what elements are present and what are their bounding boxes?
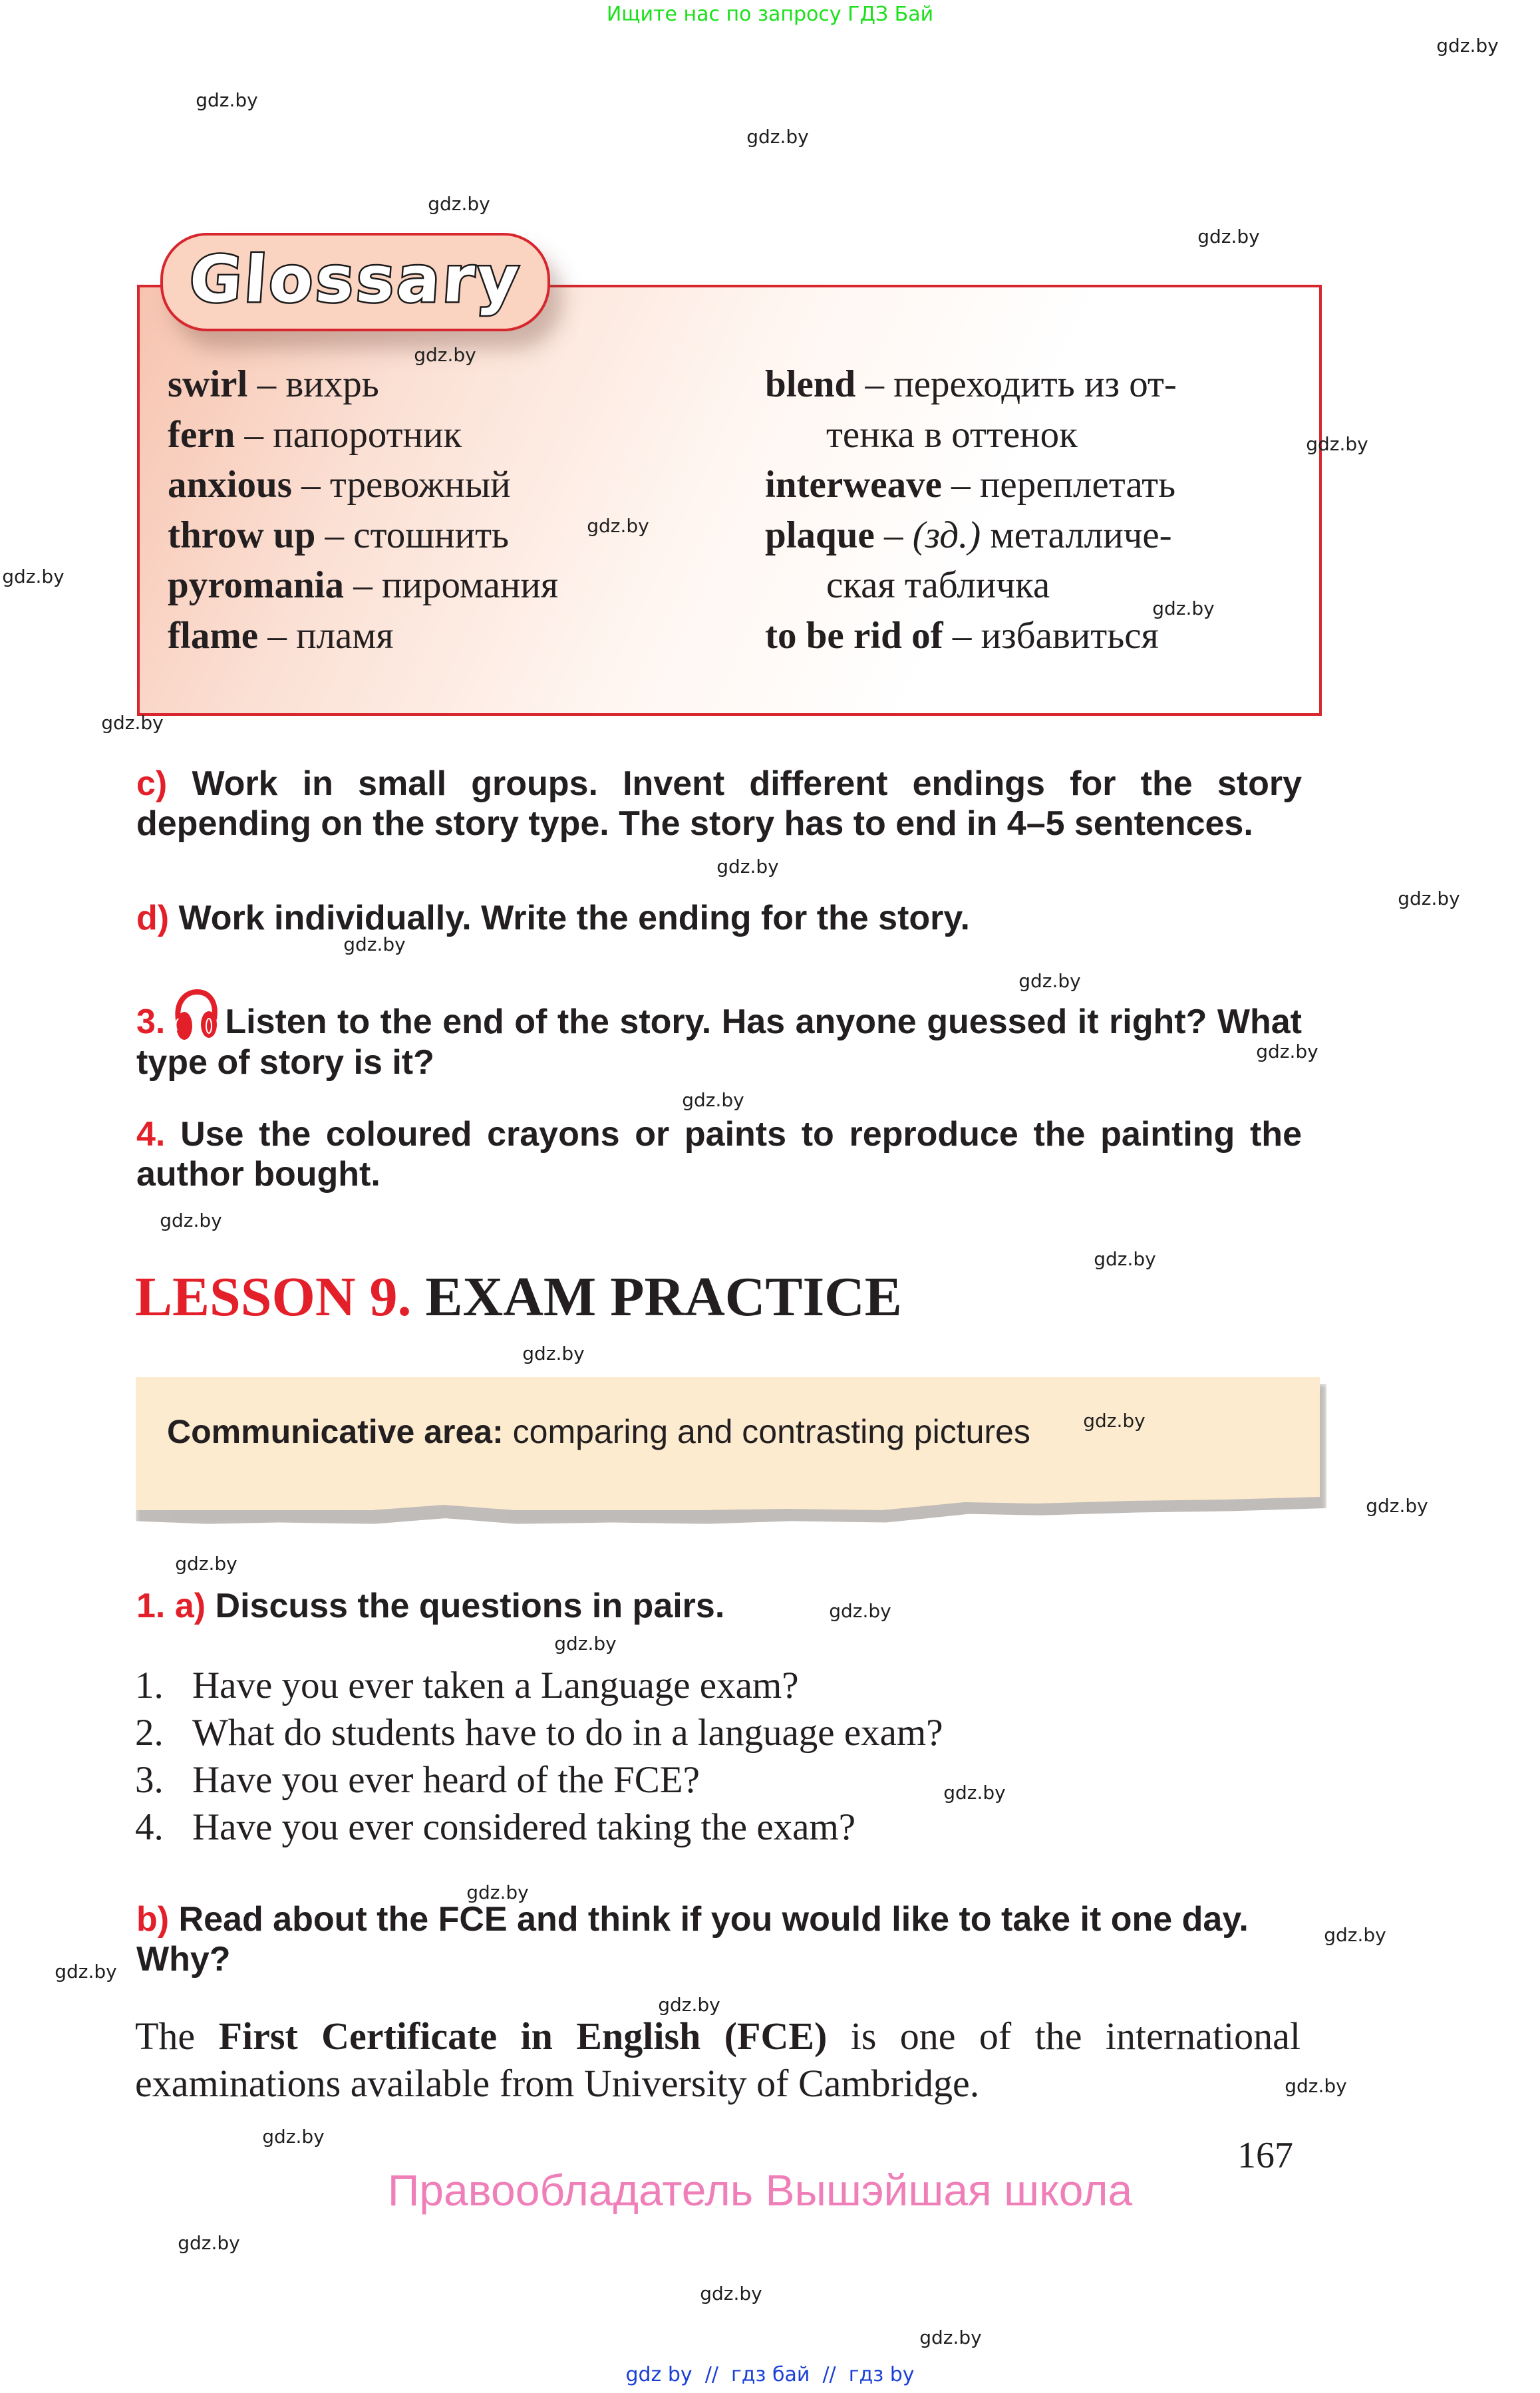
watermark: gdz.by: [262, 2126, 325, 2148]
watermark: gdz.by: [160, 1209, 222, 1231]
glossary-term: blend: [765, 363, 856, 405]
dash: –: [315, 514, 354, 556]
fce-paragraph: [135, 2012, 1301, 2107]
task-text: Work individually. Write the ending for the story.: [178, 899, 970, 937]
glossary-entry: [765, 460, 1304, 510]
question-text: Have you ever considered taking the exam?: [192, 1806, 856, 1848]
glossary-term: throw up: [168, 514, 316, 556]
list-number: 2.: [135, 1712, 164, 1754]
page-number: 167: [1237, 2135, 1293, 2176]
exercise-label: b): [136, 1900, 170, 1939]
watermark: gdz.by: [682, 1089, 744, 1111]
exercise-1b: [136, 1899, 1302, 1979]
paragraph-bold: First Certificate in English (FCE): [218, 2014, 828, 2058]
watermark: gdz.by: [1398, 887, 1460, 909]
glossary-entry: [168, 560, 720, 611]
dash: –: [855, 363, 894, 405]
watermark: gdz.by: [1324, 1924, 1386, 1946]
question-text: Have you ever taken a Language exam?: [192, 1665, 799, 1706]
dash: –: [291, 464, 330, 506]
glossary-definition: металличе-: [990, 514, 1172, 556]
watermark: gdz.by: [428, 193, 490, 215]
watermark: gdz.by: [746, 126, 809, 148]
glossary-entry: [168, 359, 720, 410]
watermark: gdz.by: [1083, 1410, 1146, 1432]
watermark: gdz.by: [175, 1553, 237, 1575]
exercise-1a: [136, 1586, 1302, 1626]
watermark: gdz.by: [1152, 597, 1215, 619]
copyright-notice: Правообладатель Вышэйшая школа: [387, 2165, 1133, 2215]
task-label: 4.: [136, 1115, 166, 1154]
task-label: d): [136, 899, 170, 937]
watermark: gdz.by: [343, 933, 406, 955]
communicative-area-value: comparing and contrasting pictures: [512, 1413, 1030, 1450]
question-text: What do students have to do in a language exam?: [192, 1712, 943, 1754]
glossary-term: anxious: [168, 464, 292, 506]
watermark: gdz.by: [919, 2326, 982, 2348]
watermark: gdz.by: [196, 89, 258, 111]
glossary-entry: [765, 611, 1304, 661]
glossary-definition: пламя: [296, 614, 394, 657]
question-list: [135, 1662, 1199, 1851]
communicative-area: [167, 1412, 1030, 1452]
list-item: [135, 1804, 1199, 1851]
watermark: gdz.by: [1018, 970, 1081, 992]
glossary-definition: вихрь: [285, 363, 379, 405]
watermark: gdz.by: [414, 344, 476, 366]
watermark: gdz.by: [1306, 433, 1368, 455]
task-text: Work in small groups. Invent different endings for the story depending on the story type. The story has to end in 4–5 sentences.: [136, 764, 1303, 843]
watermark: gdz.by: [2, 565, 65, 587]
glossary-definition: тревожный: [329, 464, 511, 506]
glossary-entry: [765, 359, 1304, 410]
lesson-title: EXAM PRACTICE: [425, 1266, 902, 1328]
watermark: gdz.by: [1094, 1248, 1156, 1270]
watermark: gdz.by: [1366, 1495, 1428, 1517]
glossary-term: to be rid of: [765, 614, 943, 657]
task-text: Listen to the end of the story. Has anyone guessed it right? What type of story is it?: [136, 1003, 1302, 1082]
watermark: gdz.by: [829, 1600, 891, 1622]
paragraph-text: is one of the international examinations available from University of Cambridge.: [135, 2014, 1301, 2105]
headphones-icon[interactable]: [172, 989, 220, 1042]
glossary-definition: пиромания: [382, 564, 559, 606]
glossary-entry: [168, 410, 720, 460]
glossary-definition: стошнить: [353, 514, 510, 556]
watermark: gdz.by: [466, 1881, 529, 1903]
dash: –: [258, 614, 297, 657]
glossary-entry: [765, 510, 1304, 561]
glossary-definition: переходить из от-: [893, 363, 1177, 405]
communicative-area-label: Communicative area:: [167, 1413, 504, 1450]
watermark: gdz.by: [700, 2283, 762, 2305]
list-item: [135, 1709, 1199, 1756]
glossary-column-left: [168, 359, 720, 661]
dash: –: [235, 413, 273, 456]
task-4: [136, 1114, 1302, 1194]
glossary-title: Glossary: [186, 242, 524, 317]
exercise-text: Discuss the questions in pairs.: [215, 1587, 725, 1625]
glossary-definition: папоротник: [273, 413, 462, 456]
glossary-definition-continued: ская табличка: [826, 564, 1050, 606]
footer-links[interactable]: gdz by // гдз бай // гдз by: [625, 2363, 915, 2386]
watermark: gdz.by: [55, 1961, 117, 1983]
glossary-definition-continued: тенка в оттенок: [826, 413, 1078, 456]
dash: –: [943, 614, 981, 657]
promo-banner: Ищите нас по запросу ГДЗ Бай: [606, 3, 934, 26]
glossary-title-badge: [160, 233, 550, 331]
list-number: 1.: [135, 1665, 164, 1706]
watermark: gdz.by: [101, 712, 164, 734]
list-item: [135, 1662, 1199, 1709]
glossary-term: swirl: [168, 363, 248, 405]
watermark: gdz.by: [1436, 35, 1499, 57]
glossary-column-right: [765, 359, 1304, 661]
watermark: gdz.by: [554, 1633, 617, 1655]
glossary-entry: [168, 460, 720, 510]
watermark: gdz.by: [658, 1994, 720, 2016]
paragraph-text: The: [135, 2014, 219, 2058]
dash: –: [344, 564, 382, 606]
list-number: 3.: [135, 1759, 164, 1801]
glossary-term: interweave: [765, 464, 942, 506]
list-number: 4.: [135, 1806, 164, 1848]
glossary-definition: избавиться: [981, 614, 1159, 657]
glossary-term: fern: [168, 413, 235, 456]
watermark: gdz.by: [716, 856, 779, 877]
exercise-text: Read about the FCE and think if you would like to take it one day. Why?: [136, 1900, 1249, 1979]
watermark: gdz.by: [943, 1782, 1006, 1804]
glossary-entry: [168, 611, 720, 661]
watermark: gdz.by: [522, 1343, 585, 1364]
lesson-heading: [135, 1264, 902, 1331]
exercise-number: 1.: [136, 1587, 166, 1625]
task-c: [136, 764, 1302, 844]
list-item: [135, 1756, 1199, 1804]
watermark: gdz.by: [178, 2232, 240, 2254]
question-text: Have you ever heard of the FCE?: [192, 1759, 700, 1801]
exercise-label: a): [174, 1587, 206, 1625]
task-text: Use the coloured crayons or paints to reproduce the painting the author bought.: [136, 1115, 1302, 1194]
glossary-definition: переплетать: [979, 464, 1176, 506]
watermark: gdz.by: [1197, 226, 1260, 247]
watermark: gdz.by: [587, 515, 649, 537]
glossary-term: pyromania: [168, 564, 344, 606]
dash: –: [941, 464, 980, 506]
watermark: gdz.by: [1256, 1040, 1318, 1062]
task-3: [136, 989, 1302, 1082]
lesson-number: LESSON 9.: [135, 1266, 412, 1328]
task-d: [136, 898, 1302, 938]
glossary-term: flame: [168, 614, 259, 657]
task-label: c): [136, 764, 168, 803]
watermark: gdz.by: [1285, 2075, 1347, 2097]
usage-note: (зд.): [912, 514, 981, 556]
task-label: 3.: [136, 1003, 166, 1041]
dash: –: [247, 363, 286, 405]
glossary-term: plaque: [765, 514, 875, 556]
dash: –: [874, 514, 913, 556]
